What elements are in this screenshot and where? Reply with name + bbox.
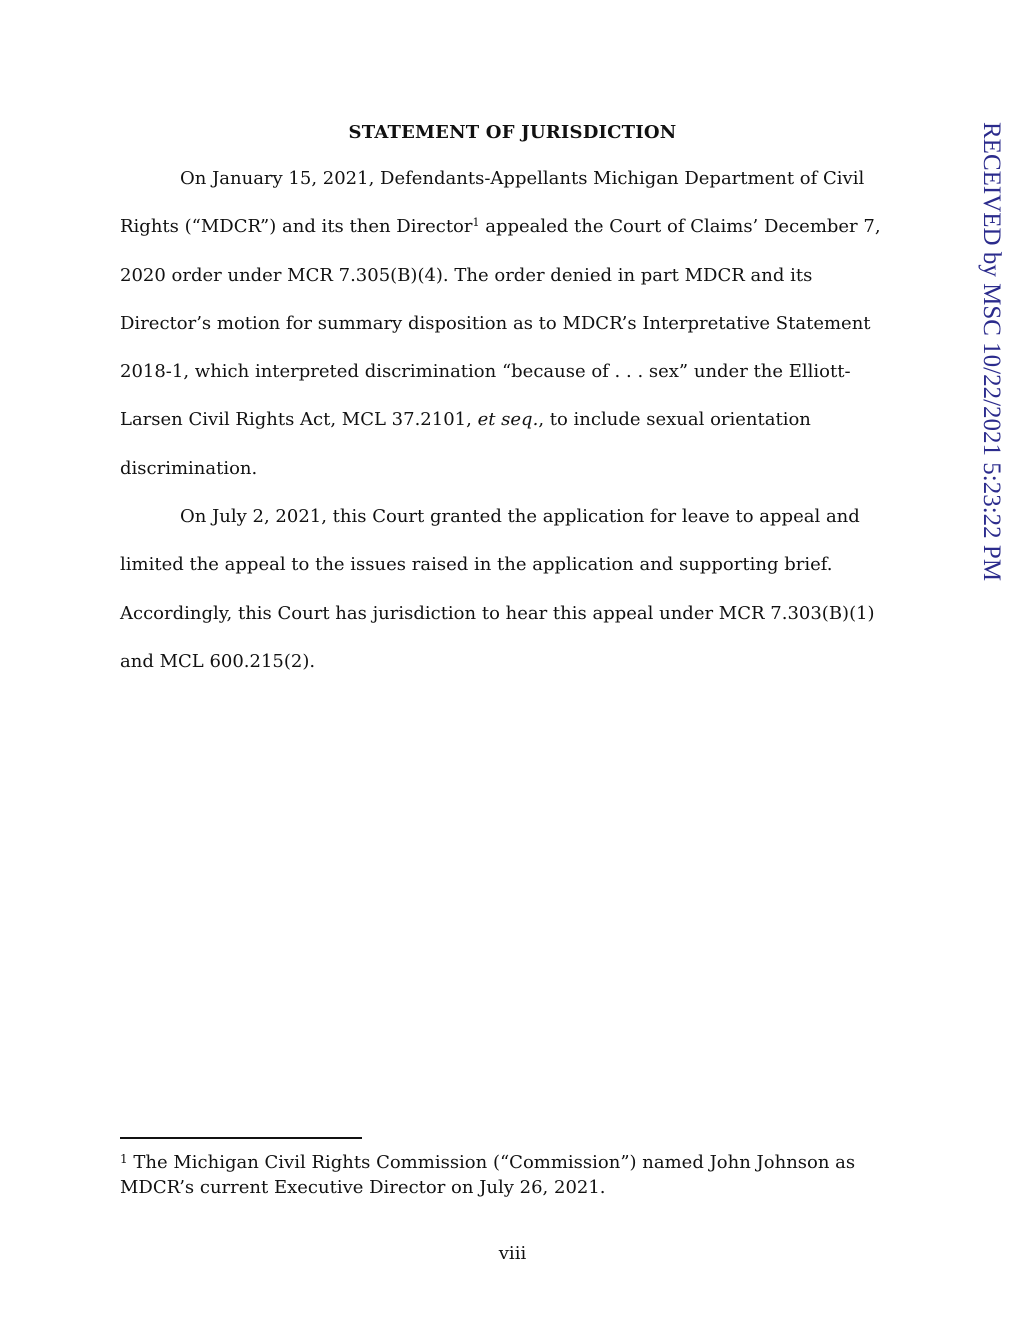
paragraph-line: discrimination. bbox=[120, 457, 258, 479]
paragraph-line: 2020 order under MCR 7.305(B)(4). The order denied in part MDCR and its bbox=[120, 264, 813, 286]
paragraph-line: 2018-1, which interpreted discrimination “because of . . . sex” under the Elliott- bbox=[120, 361, 851, 383]
page-number: viii bbox=[498, 1243, 527, 1264]
paragraph-line: Accordingly, this Court has jurisdiction to hear this appeal under MCR 7.303(B)(1) bbox=[120, 602, 875, 624]
footnote-line: MDCR’s current Executive Director on July 26, 2021. bbox=[120, 1177, 606, 1198]
footnote-divider bbox=[120, 1137, 362, 1139]
footnote-number: 1 bbox=[120, 1152, 128, 1166]
text-segment: Rights (“MDCR”) and its then Director bbox=[120, 216, 473, 238]
text-segment: , to include sexual orientation bbox=[538, 409, 811, 431]
italic-citation: et seq. bbox=[477, 409, 539, 431]
footnote-text: The Michigan Civil Rights Commission (“Commission”) named John Johnson as bbox=[127, 1152, 856, 1173]
text-segment: Larsen Civil Rights Act, MCL 37.2101, bbox=[120, 409, 478, 431]
received-stamp: RECEIVED by MSC 10/22/2021 5:23:22 PM bbox=[978, 122, 1005, 582]
paragraph-line: and MCL 600.215(2). bbox=[120, 650, 316, 672]
paragraph-jurisdiction-appeal bbox=[120, 155, 905, 493]
paragraph-line: On July 2, 2021, this Court granted the application for leave to appeal and bbox=[180, 506, 860, 527]
paragraph-line bbox=[120, 396, 905, 444]
paragraph-leave-granted bbox=[120, 493, 905, 686]
paragraph-line: On January 15, 2021, Defendants-Appellants Michigan Department of Civil bbox=[180, 168, 865, 189]
footnote-reference[interactable]: 1 bbox=[472, 216, 480, 230]
paragraph-line: limited the appeal to the issues raised in the application and supporting brief. bbox=[120, 554, 833, 576]
text-segment: appealed the Court of Claims’ December 7, bbox=[479, 216, 881, 238]
footnote-line bbox=[120, 1150, 905, 1175]
section-heading: STATEMENT OF JURISDICTION bbox=[348, 122, 677, 143]
paragraph-line bbox=[120, 203, 905, 251]
paragraph-line: Director’s motion for summary disposition as to MDCR’s Interpretative Statement bbox=[120, 312, 871, 334]
footnote bbox=[120, 1150, 905, 1200]
